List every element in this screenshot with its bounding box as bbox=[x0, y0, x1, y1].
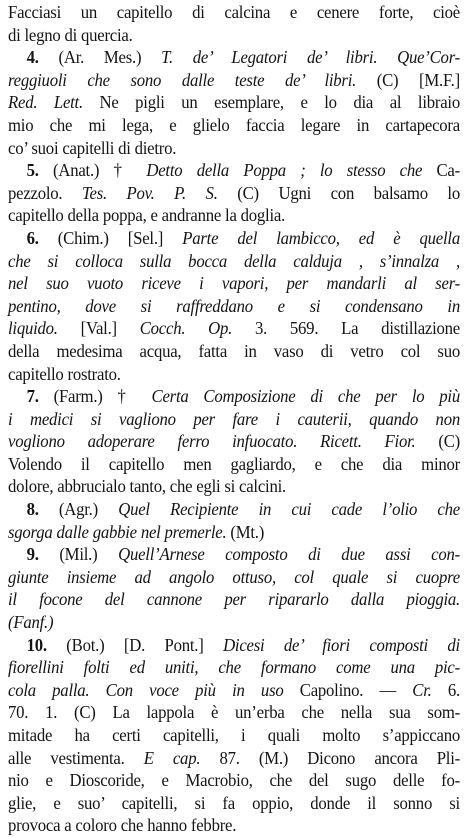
text-line bbox=[8, 769, 460, 792]
text-segment: Capolino. — bbox=[283, 679, 413, 700]
text-line bbox=[8, 430, 460, 453]
text-segment: (Mil.) bbox=[38, 544, 119, 565]
text-line bbox=[8, 475, 460, 498]
italic-text: Red. Lett. bbox=[8, 92, 83, 113]
italic-text: nel suo vuoto riceve i vapori, per mandarli al ser- bbox=[8, 273, 460, 294]
text-line bbox=[8, 521, 460, 544]
text-line bbox=[8, 724, 460, 747]
sense-number: 7. bbox=[26, 386, 39, 407]
text-line bbox=[8, 159, 460, 182]
text-segment: di legno di quercia. bbox=[8, 24, 133, 45]
text-segment: nio e Dioscoride, e Macrobio, che del sugo delle fo- bbox=[8, 770, 460, 791]
italic-text: vogliono adoperare ferro infuocato. Ricett. Fior. bbox=[8, 431, 416, 452]
text-segment: co’ suoi capitelli di dietro. bbox=[8, 137, 177, 158]
italic-text: giunte insieme ad angolo ottuso, col quale si cuopre bbox=[8, 566, 460, 587]
italic-text: E cap. bbox=[143, 747, 201, 768]
text-line bbox=[8, 114, 460, 137]
text-line bbox=[8, 1, 460, 24]
text-line bbox=[8, 204, 460, 227]
italic-text: Quell’Arnese composto di due assi con- bbox=[118, 544, 460, 565]
sense-number: 6. bbox=[26, 227, 39, 248]
italic-text: fiorellini folti ed uniti, che formano come una pic- bbox=[8, 657, 460, 678]
dictionary-entry bbox=[8, 634, 460, 837]
text-segment: Ca- bbox=[422, 160, 460, 181]
text-segment: 70. 1. (C) La lappola è un’erba che nella sua som- bbox=[8, 702, 460, 723]
text-line bbox=[8, 295, 460, 318]
text-segment: Facciasi un capitello di calcina e cenere forte, cioè bbox=[8, 2, 460, 22]
text-line bbox=[8, 498, 460, 521]
text-line bbox=[8, 588, 460, 611]
text-line bbox=[8, 792, 460, 815]
dictionary-entry bbox=[8, 227, 460, 385]
italic-text: sgorga dalle gabbie nel premerle. bbox=[8, 521, 227, 542]
text-segment: mitade ha certi capitelli, i quali molto s’appiccano bbox=[8, 725, 460, 745]
dictionary-entry bbox=[8, 1, 460, 46]
italic-text: Parte del lambicco, ed è quella bbox=[182, 227, 460, 248]
text-line bbox=[8, 747, 460, 770]
text-line bbox=[8, 250, 460, 273]
dictionary-entry bbox=[8, 385, 460, 498]
italic-text: Cr. bbox=[412, 679, 432, 700]
italic-text: Cocch. Op. bbox=[139, 318, 233, 339]
text-segment: (Mt.) bbox=[226, 521, 265, 542]
italic-text: Dicesi de’ fiori composti di bbox=[223, 634, 460, 655]
text-segment: [Val.] bbox=[57, 318, 140, 339]
text-segment: (C) [M.F.] bbox=[376, 69, 460, 90]
text-line bbox=[8, 611, 460, 634]
italic-text: liquido. bbox=[8, 318, 58, 339]
italic-text: il focone del cannone per ripararlo dalla pioggia. bbox=[8, 589, 460, 610]
text-segment: (C) Ugni con balsamo lo bbox=[217, 182, 460, 203]
text-segment: capitello della poppa, e andranne la doglia. bbox=[8, 205, 286, 226]
text-segment: mio che mi lega, e glielo faccia legare in cartapecora bbox=[8, 114, 460, 135]
text-segment: (Anat.) † bbox=[38, 160, 147, 181]
sense-number: 10. bbox=[26, 634, 47, 655]
dictionary-entry bbox=[8, 498, 460, 543]
text-segment: (Farm.) † bbox=[38, 386, 152, 407]
text-line bbox=[8, 227, 460, 250]
text-line bbox=[8, 701, 460, 724]
text-line bbox=[8, 272, 460, 295]
text-segment: della medesima acqua, fatta in vaso di vetro col suo bbox=[8, 340, 460, 361]
text-segment: Ne pigli un esemplare, e lo dia al libraio bbox=[82, 92, 460, 113]
text-line bbox=[8, 566, 460, 589]
text-segment: (Ar. Mes.) bbox=[38, 47, 162, 68]
text-segment: capitello rostrato. bbox=[8, 363, 121, 384]
text-segment: Volendo il capitello men gagliardo, e che dia minor bbox=[8, 453, 460, 474]
sense-number: 8. bbox=[26, 499, 39, 520]
text-segment: (C) bbox=[415, 431, 460, 452]
text-line bbox=[8, 385, 460, 408]
italic-text: Quel Recipiente in cui cade l’olio che bbox=[118, 499, 460, 520]
italic-text: i medici si vagliono per fare i cauterii, quando non bbox=[8, 408, 460, 429]
text-line bbox=[8, 679, 460, 702]
italic-text: reggiuoli che sono dalle teste de’ libri. bbox=[8, 69, 377, 90]
text-line bbox=[8, 634, 460, 657]
text-line bbox=[8, 46, 460, 69]
dictionary-entry bbox=[8, 543, 460, 633]
text-segment: 87. (M.) Dicono ancora Pli- bbox=[200, 747, 460, 768]
text-line bbox=[8, 363, 460, 386]
italic-text: Tes. Pov. P. S. bbox=[81, 182, 218, 203]
text-segment: provoca a coloro che hanno febbre. bbox=[8, 815, 237, 836]
text-line bbox=[8, 453, 460, 476]
text-line bbox=[8, 91, 460, 114]
text-line bbox=[8, 182, 460, 205]
italic-text: T. de’ Legatori de’ libri. Que’Cor- bbox=[161, 47, 460, 68]
italic-text: cola palla. Con voce più in uso bbox=[8, 679, 284, 700]
text-segment: alle vestimenta. bbox=[8, 747, 144, 768]
text-segment: 3. 569. La distillazione bbox=[232, 318, 460, 339]
italic-text: (Fanf.) bbox=[8, 612, 54, 633]
italic-text: pentino, dove si raffreddano e si condensano in bbox=[8, 295, 460, 316]
text-line bbox=[8, 543, 460, 566]
italic-text: Certa Composizione di che per lo più bbox=[151, 386, 460, 407]
dictionary-entry bbox=[8, 46, 460, 159]
text-column bbox=[8, 1, 460, 837]
text-segment: (Agr.) bbox=[38, 499, 119, 520]
text-line bbox=[8, 408, 460, 431]
text-segment: glie, e suo’ capitelli, si fa oppio, donde il sonno si bbox=[8, 792, 460, 813]
text-line bbox=[8, 317, 460, 340]
text-line bbox=[8, 137, 460, 160]
sense-number: 9. bbox=[26, 544, 39, 565]
text-line bbox=[8, 656, 460, 679]
sense-number: 4. bbox=[26, 47, 39, 68]
text-line bbox=[8, 69, 460, 92]
text-segment: (Bot.) [D. Pont.] bbox=[46, 634, 224, 655]
text-segment: 6. bbox=[431, 679, 460, 700]
text-line bbox=[8, 340, 460, 363]
italic-text: Detto della Poppa ; lo stesso che bbox=[146, 160, 423, 181]
text-segment: (Chim.) [Sel.] bbox=[38, 227, 183, 248]
text-segment: pezzolo. bbox=[8, 182, 82, 203]
text-line bbox=[8, 814, 460, 837]
dictionary-entry bbox=[8, 159, 460, 227]
text-segment: dolore, abbrucialo tanto, che egli si calcini. bbox=[8, 476, 286, 497]
italic-text: che si colloca sulla bocca della calduja , s’innalza , bbox=[8, 250, 460, 271]
text-line bbox=[8, 24, 460, 47]
sense-number: 5. bbox=[26, 160, 39, 181]
